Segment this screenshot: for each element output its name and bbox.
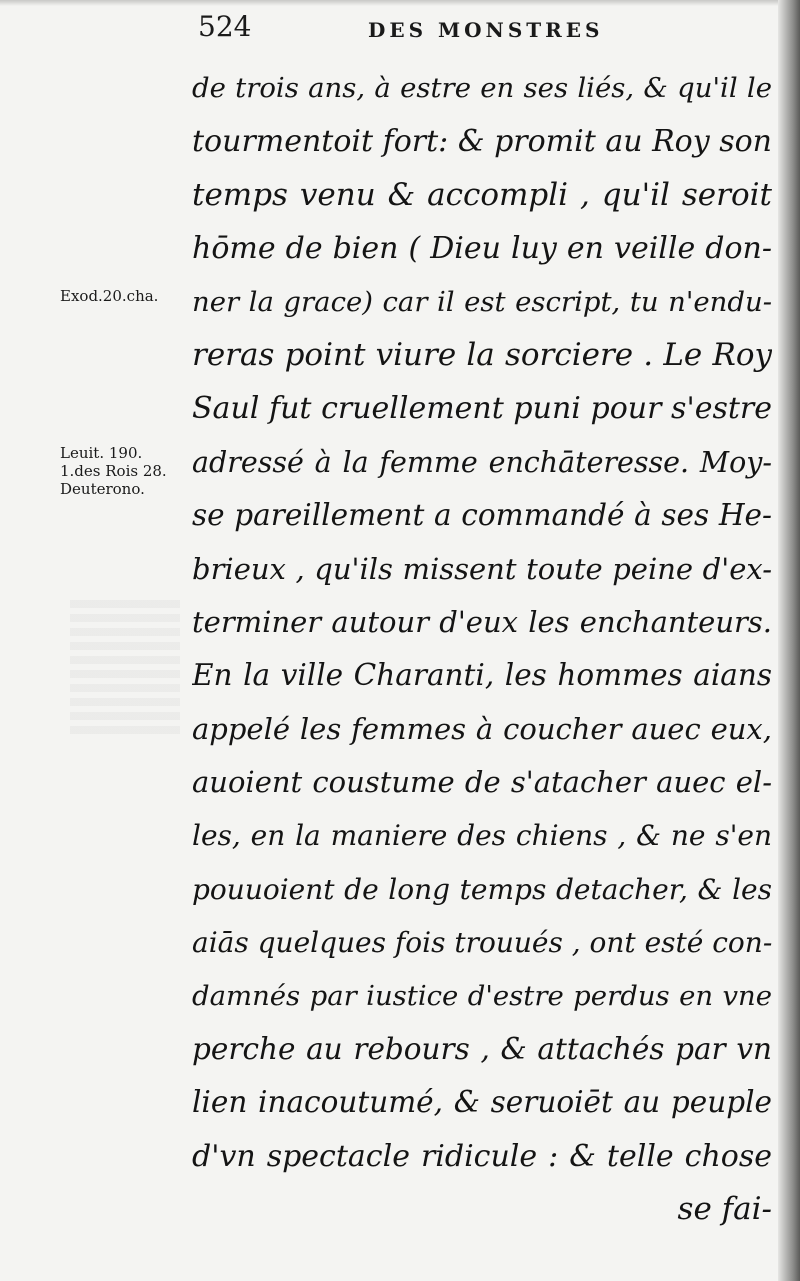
- text-line: se pareillement a commandé à ses He-: [192, 498, 772, 533]
- margin-note-exodus: Exod.20.cha.: [60, 287, 159, 305]
- text-line: En la ville Charanti, les hommes aians: [192, 658, 772, 693]
- text-line: de trois ans, à estre en ses liés, & qu'il le: [192, 72, 772, 104]
- text-line: ner la grace) car il est escript, tu n'endu-: [192, 285, 772, 318]
- text-line: aiās quelques fois trouués , ont esté con-: [192, 926, 772, 960]
- margin-note-kings: 1.des Rois 28.: [60, 462, 167, 480]
- text-line: adressé à la femme enchāteresse. Moy-: [192, 445, 772, 479]
- text-line: hōme de bien ( Dieu luy en veille don-: [192, 231, 772, 267]
- catchword-line: se fai-: [677, 1191, 772, 1228]
- text-line: brieux , qu'ils missent toute peine d'ex-: [192, 551, 772, 586]
- body-text: [192, 62, 772, 1237]
- text-line: terminer autour d'eux les enchanteurs.: [192, 604, 772, 639]
- show-through-bleed: [70, 600, 180, 740]
- text-line: pouuoient de long temps detacher, & les: [192, 872, 772, 906]
- text-line: d'vn spectacle ridicule : & telle chose: [192, 1138, 772, 1174]
- page-gutter-shadow: [778, 0, 800, 1281]
- text-line: appelé les femmes à coucher auec eux,: [192, 711, 772, 746]
- text-line: perche au rebours , & attachés par vn: [192, 1032, 772, 1067]
- running-head: DES MONSTRES: [368, 18, 604, 42]
- margin-note-deuteronomy: Deuterono.: [60, 480, 145, 498]
- text-line: reras point viure la sorciere . Le Roy: [192, 336, 772, 373]
- text-line: tourmentoit fort: & promit au Roy son: [192, 124, 772, 160]
- text-line: temps venu & accompli , qu'il seroit: [192, 176, 772, 213]
- page-header: [198, 8, 638, 48]
- page-number: 524: [198, 10, 252, 43]
- text-line: damnés par iustice d'estre perdus en vne: [192, 979, 772, 1012]
- text-line: auoient coustume de s'atacher auec el-: [192, 765, 772, 800]
- text-line: lien inacoutumé, & seruoiēt au peuple: [192, 1085, 772, 1120]
- text-line: les, en la maniere des chiens , & ne s'en: [192, 819, 772, 853]
- margin-notes-group: [60, 444, 167, 498]
- text-line: Saul fut cruellement puni pour s'estre: [192, 391, 772, 427]
- margin-note-leviticus: Leuit. 190.: [60, 444, 143, 462]
- page-top-shadow: [0, 0, 800, 6]
